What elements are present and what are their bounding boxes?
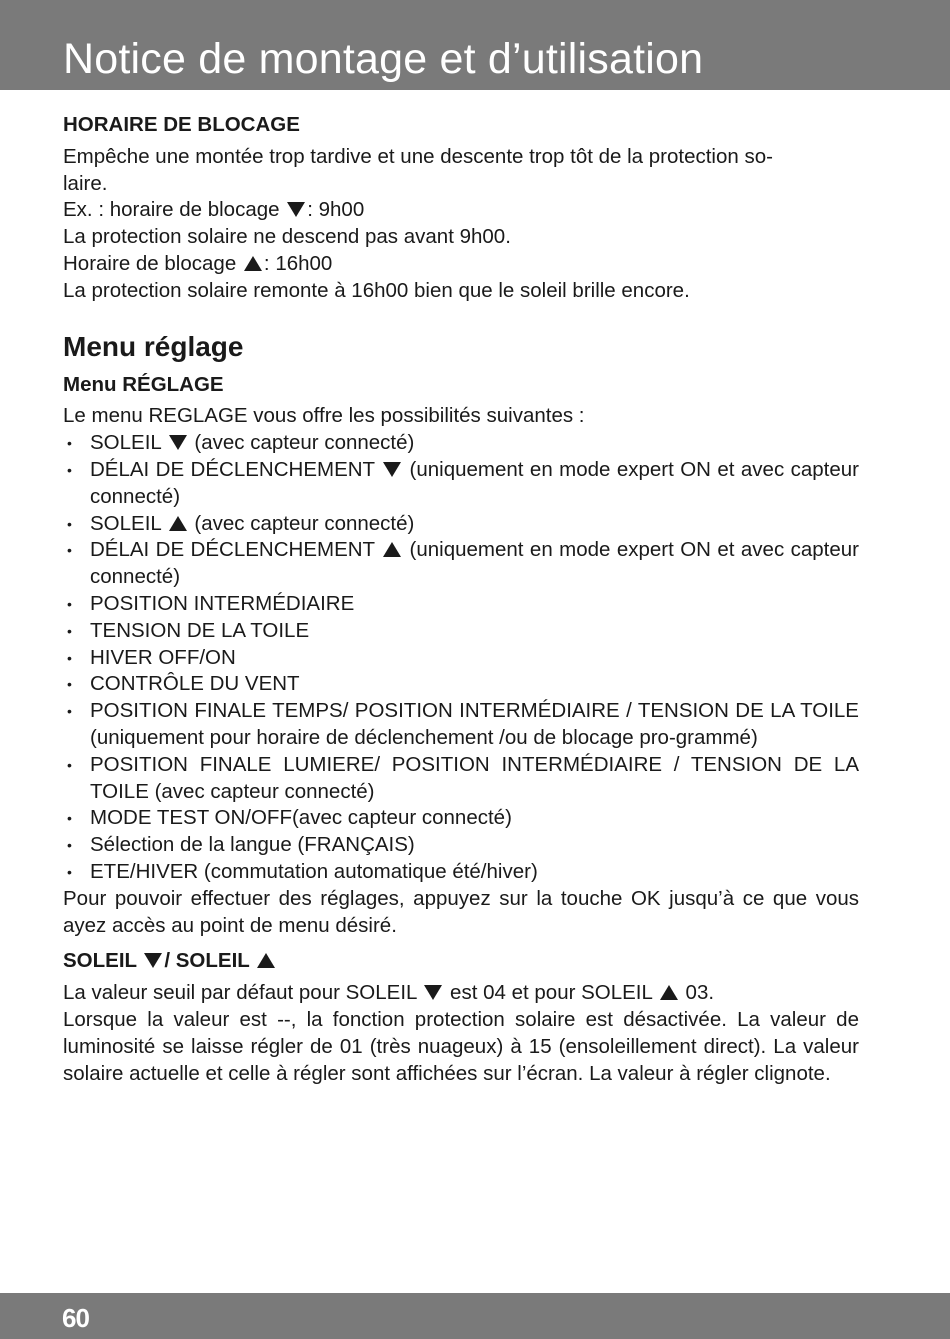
list-item-text: MODE TEST ON/OFF(avec capteur connecté) <box>90 806 512 830</box>
list-item-text: HIVER OFF/ON <box>90 645 236 669</box>
list-item-text: (uniquement en mode expert ON et avec capteur connecté) <box>90 457 859 508</box>
list-item <box>63 457 859 511</box>
list-item-text: POSITION FINALE LUMIERE/ POSITION INTERMÉDIAIRE / TENSION DE LA TOILE (avec capteur connecté) <box>90 752 859 803</box>
list-item <box>63 832 859 859</box>
paragraph: La protection solaire remonte à 16h00 bien que le soleil brille encore. <box>63 278 690 302</box>
list-item-text: POSITION INTERMÉDIAIRE <box>90 591 355 615</box>
paragraph <box>63 980 859 1007</box>
text-segment: Horaire de blocage <box>63 251 242 275</box>
section-menu-reglage <box>63 330 859 940</box>
triangle-down-icon <box>383 462 401 477</box>
list-item-text: TENSION DE LA TOILE <box>90 618 310 642</box>
list-item <box>63 805 859 832</box>
section-title: Menu réglage <box>63 330 244 362</box>
triangle-up-icon <box>383 542 401 557</box>
text-segment: : 9h00 <box>307 198 365 222</box>
text-segment: 03. <box>679 981 715 1005</box>
section-horaire-blocage <box>63 112 859 305</box>
section-soleil <box>63 948 859 1087</box>
section-heading: Menu RÉGLAGE <box>63 372 224 396</box>
list-item-text: SOLEIL <box>90 431 167 455</box>
spacer <box>63 305 859 330</box>
list-item-text: DÉLAI DE DÉCLENCHEMENT <box>90 538 382 562</box>
text-segment: La valeur seuil par défaut pour SOLEIL <box>63 981 423 1005</box>
section-heading <box>63 948 859 975</box>
paragraph <box>63 251 859 278</box>
triangle-down-icon <box>169 435 187 450</box>
paragraph: Pour pouvoir effectuer des réglages, appuyez sur la touche OK jusqu’à ce que vous ayez accès au point de menu désiré. <box>63 886 859 937</box>
paragraph: Le menu REGLAGE vous offre les possibilités suivantes : <box>63 404 585 428</box>
text-segment: / SOLEIL <box>164 949 256 973</box>
main-content <box>63 112 859 1087</box>
list-item-text: (avec capteur connecté) <box>188 431 415 455</box>
list-item <box>63 698 859 752</box>
list-item <box>63 645 859 672</box>
list-item-text: DÉLAI DE DÉCLENCHEMENT <box>90 457 382 481</box>
text-segment: : 16h00 <box>263 251 333 275</box>
paragraph: Lorsque la valeur est --, la fonction protection solaire est désactivée. La valeur de luminosité se laisse régler de 01 (très nuageux) à 15 (ensoleillement direct). La valeur solaire actuelle et celle à régler sont affichées sur l’écran. La valeur à régler clignote. <box>63 1007 859 1085</box>
triangle-up-icon <box>169 516 187 531</box>
text-segment: est 04 et pour SOLEIL <box>444 981 658 1005</box>
triangle-up-icon <box>660 985 678 1000</box>
spacer <box>63 939 859 948</box>
triangle-down-icon <box>287 202 305 217</box>
text-line: Empêche une montée trop tardive et une descente trop tôt de la protection so- <box>63 144 773 168</box>
list-item <box>63 537 859 591</box>
list-item <box>63 430 859 457</box>
list-item-text: POSITION FINALE TEMPS/ POSITION INTERMÉDIAIRE / TENSION DE LA TOILE (uniquement pour horaire de déclenchement /ou de blocage pro-grammé) <box>90 699 859 749</box>
paragraph <box>63 144 859 198</box>
page-title: Notice de montage et d’utilisation <box>63 35 704 83</box>
triangle-down-icon <box>424 985 442 1000</box>
list-item <box>63 591 859 618</box>
footer-band <box>0 1293 950 1339</box>
paragraph <box>63 197 859 224</box>
header-band <box>0 0 950 90</box>
list-item-text: (uniquement en mode expert ON et avec capteur connecté) <box>90 538 859 589</box>
list-item-text: Sélection de la langue (FRANÇAIS) <box>90 833 415 857</box>
triangle-down-icon <box>144 953 162 968</box>
section-heading: HORAIRE DE BLOCAGE <box>63 113 300 136</box>
text-segment: Ex. : horaire de blocage <box>63 198 286 222</box>
text-segment: SOLEIL <box>63 949 143 973</box>
list-item <box>63 752 859 806</box>
triangle-up-icon <box>257 953 275 968</box>
list-item-text: (avec capteur connecté) <box>188 511 415 535</box>
paragraph: La protection solaire ne descend pas avant 9h00. <box>63 225 511 249</box>
list-item-text: ETE/HIVER (commutation automatique été/hiver) <box>90 859 538 883</box>
list-item <box>63 511 859 538</box>
text-line: laire. <box>63 171 108 195</box>
list-item <box>63 618 859 645</box>
list-item-text: SOLEIL <box>90 511 167 535</box>
bullet-list <box>63 430 859 886</box>
page-number: 60 <box>62 1303 89 1333</box>
list-item-text: CONTRÔLE DU VENT <box>90 672 300 696</box>
triangle-up-icon <box>244 256 262 271</box>
list-item <box>63 859 859 886</box>
list-item <box>63 671 859 698</box>
